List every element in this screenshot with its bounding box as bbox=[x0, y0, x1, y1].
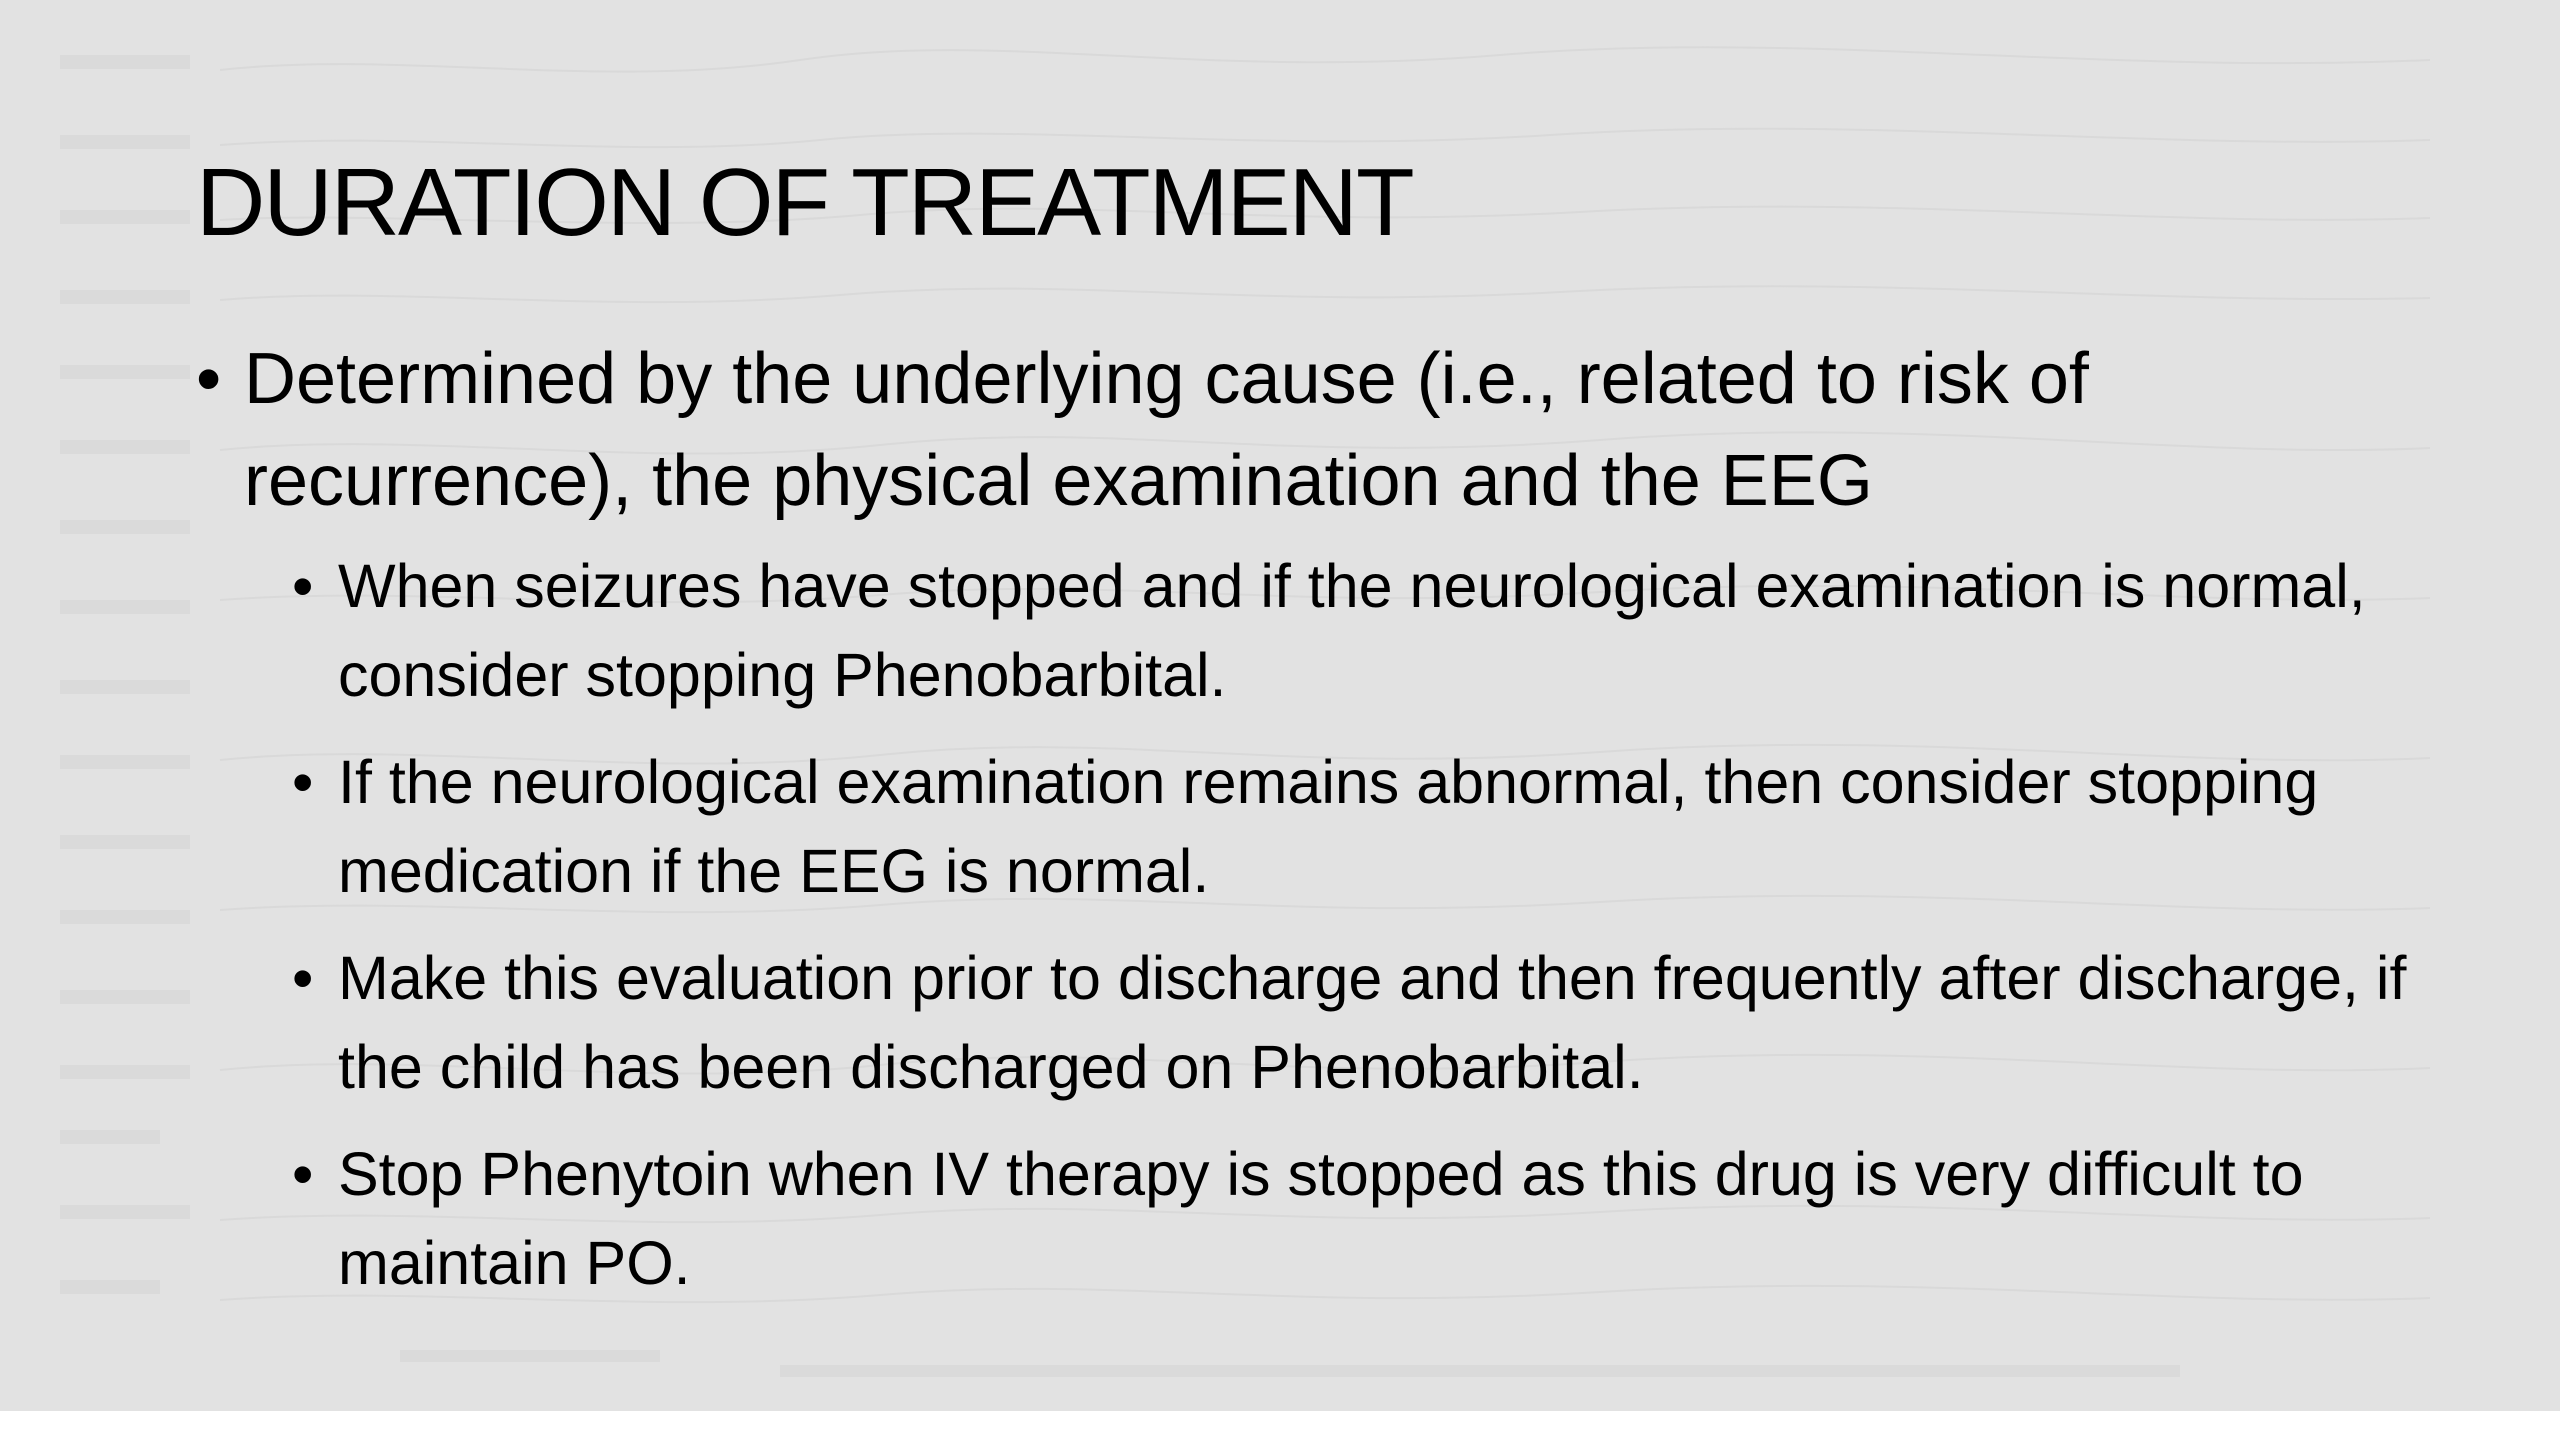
bullet-level-1 bbox=[196, 328, 2436, 532]
sub-bullet-text: Make this evaluation prior to discharge and then frequently after discharge, if the child has been discharged on Phenobarbital. bbox=[338, 944, 2407, 1101]
sub-bullet-item bbox=[292, 542, 2436, 720]
bullet-dot: • bbox=[292, 1140, 314, 1208]
sub-bullet-text: When seizures have stopped and if the neurological examination is normal, consider stopping Phenobarbital. bbox=[338, 552, 2366, 709]
sub-bullet-text: If the neurological examination remains abnormal, then consider stopping medication if the EEG is normal. bbox=[338, 748, 2319, 905]
sub-bullet-item bbox=[292, 934, 2436, 1112]
slide-content bbox=[196, 328, 2436, 1326]
sub-bullet-list bbox=[196, 542, 2436, 1308]
sub-bullet-text: Stop Phenytoin when IV therapy is stopped as this drug is very difficult to maintain PO. bbox=[338, 1140, 2304, 1297]
sub-bullet-item bbox=[292, 1130, 2436, 1308]
bullet-dot: • bbox=[292, 748, 314, 816]
bullet-text: Determined by the underlying cause (i.e., related to risk of recurrence), the physical examination and the EEG bbox=[244, 339, 2089, 521]
bullet-dot: • bbox=[292, 944, 314, 1012]
slide-title: DURATION OF TREATMENT bbox=[196, 149, 1413, 256]
bullet-dot: • bbox=[196, 339, 222, 419]
bullet-dot: • bbox=[292, 552, 314, 620]
sub-bullet-item bbox=[292, 738, 2436, 916]
